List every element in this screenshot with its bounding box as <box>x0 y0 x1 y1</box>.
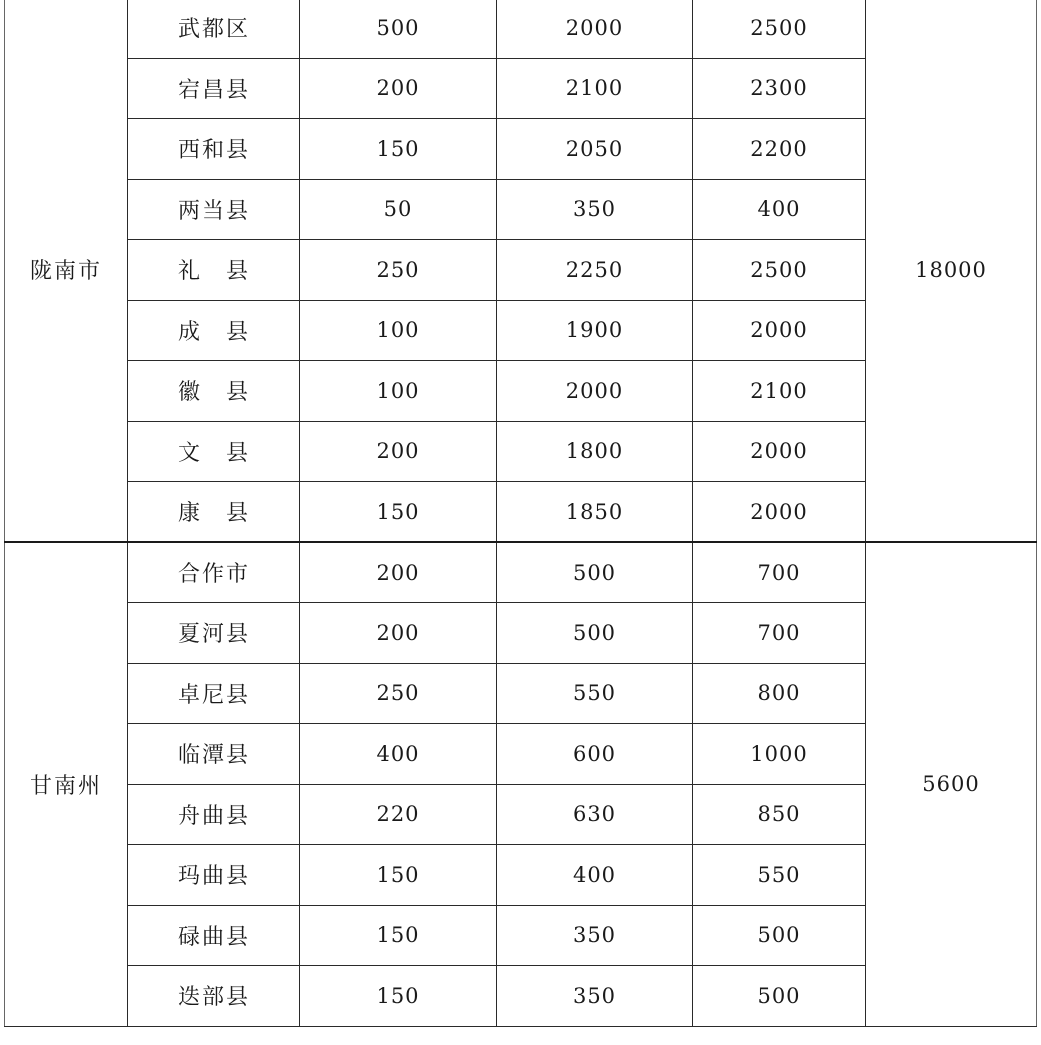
value-cell-b: 2250 <box>497 240 693 301</box>
county-cell: 两当县 <box>128 179 300 240</box>
value-cell-c: 500 <box>693 905 866 966</box>
value-cell-a: 150 <box>300 905 497 966</box>
county-cell: 礼 县 <box>128 240 300 301</box>
table-row <box>5 0 1037 58</box>
county-cell: 碌曲县 <box>128 905 300 966</box>
county-cell: 舟曲县 <box>128 784 300 845</box>
value-cell-b: 2050 <box>497 119 693 180</box>
county-cell: 宕昌县 <box>128 58 300 119</box>
value-cell-c: 2500 <box>693 0 866 58</box>
value-cell-a: 50 <box>300 179 497 240</box>
value-cell-c: 700 <box>693 603 866 664</box>
value-cell-c: 700 <box>693 542 866 603</box>
value-cell-a: 400 <box>300 724 497 785</box>
value-cell-a: 220 <box>300 784 497 845</box>
county-cell: 卓尼县 <box>128 663 300 724</box>
value-cell-b: 630 <box>497 784 693 845</box>
value-cell-a: 200 <box>300 58 497 119</box>
county-cell: 西和县 <box>128 119 300 180</box>
county-cell: 合作市 <box>128 542 300 603</box>
value-cell-c: 400 <box>693 179 866 240</box>
county-cell: 迭部县 <box>128 966 300 1027</box>
value-cell-b: 600 <box>497 724 693 785</box>
value-cell-a: 150 <box>300 119 497 180</box>
value-cell-c: 2200 <box>693 119 866 180</box>
value-cell-a: 250 <box>300 240 497 301</box>
value-cell-b: 550 <box>497 663 693 724</box>
table-body <box>5 0 1037 1026</box>
value-cell-b: 2100 <box>497 58 693 119</box>
value-cell-c: 850 <box>693 784 866 845</box>
value-cell-a: 200 <box>300 421 497 482</box>
value-cell-b: 1800 <box>497 421 693 482</box>
value-cell-b: 500 <box>497 603 693 664</box>
table-row <box>5 542 1037 603</box>
value-cell-c: 2500 <box>693 240 866 301</box>
value-cell-a: 500 <box>300 0 497 58</box>
county-cell: 武都区 <box>128 0 300 58</box>
city-cell: 甘南州 <box>5 542 128 1026</box>
value-cell-c: 1000 <box>693 724 866 785</box>
allocation-table <box>4 0 1037 1027</box>
value-cell-a: 250 <box>300 663 497 724</box>
county-cell: 临潭县 <box>128 724 300 785</box>
value-cell-b: 2000 <box>497 0 693 58</box>
value-cell-a: 150 <box>300 966 497 1027</box>
group-total-cell: 18000 <box>866 0 1037 542</box>
value-cell-c: 2000 <box>693 421 866 482</box>
value-cell-a: 200 <box>300 542 497 603</box>
group-total-cell: 5600 <box>866 542 1037 1026</box>
value-cell-b: 2000 <box>497 361 693 422</box>
value-cell-b: 400 <box>497 845 693 906</box>
value-cell-a: 100 <box>300 361 497 422</box>
value-cell-b: 1900 <box>497 300 693 361</box>
city-cell: 陇南市 <box>5 0 128 542</box>
value-cell-b: 350 <box>497 905 693 966</box>
value-cell-b: 500 <box>497 542 693 603</box>
value-cell-a: 100 <box>300 300 497 361</box>
county-cell: 玛曲县 <box>128 845 300 906</box>
value-cell-a: 150 <box>300 482 497 543</box>
value-cell-b: 350 <box>497 966 693 1027</box>
county-cell: 夏河县 <box>128 603 300 664</box>
value-cell-b: 350 <box>497 179 693 240</box>
value-cell-a: 150 <box>300 845 497 906</box>
value-cell-c: 2300 <box>693 58 866 119</box>
value-cell-b: 1850 <box>497 482 693 543</box>
value-cell-c: 550 <box>693 845 866 906</box>
value-cell-c: 2000 <box>693 300 866 361</box>
county-cell: 文 县 <box>128 421 300 482</box>
value-cell-c: 2100 <box>693 361 866 422</box>
value-cell-c: 2000 <box>693 482 866 543</box>
value-cell-a: 200 <box>300 603 497 664</box>
county-cell: 成 县 <box>128 300 300 361</box>
county-cell: 康 县 <box>128 482 300 543</box>
value-cell-c: 500 <box>693 966 866 1027</box>
county-cell: 徽 县 <box>128 361 300 422</box>
value-cell-c: 800 <box>693 663 866 724</box>
